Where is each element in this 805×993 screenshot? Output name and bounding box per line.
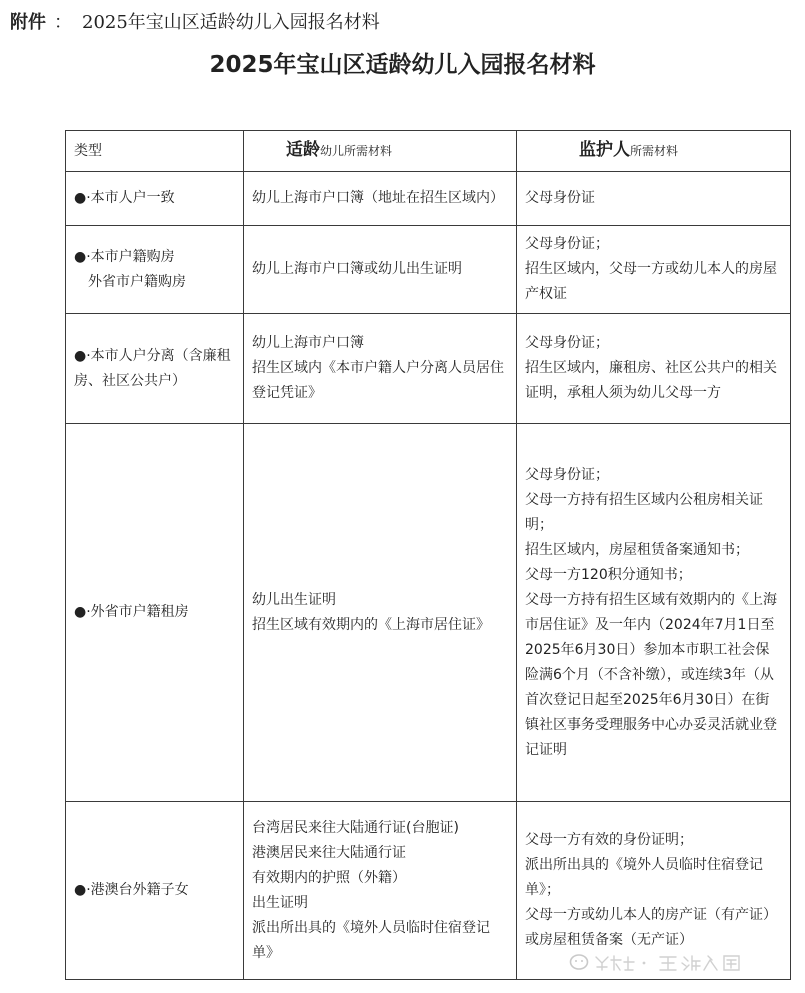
- table-row: [66, 802, 791, 980]
- annex-title: 2025年宝山区适龄幼儿入园报名材料: [82, 12, 380, 33]
- type-text: ●·本市人户一致: [74, 190, 175, 206]
- type-text: 外省市户籍购房: [88, 273, 186, 290]
- cell-child: [244, 424, 517, 802]
- header-guardian-materials: [517, 131, 791, 172]
- child-text: 幼儿上海市户口簿（地址在招生区域内）: [252, 190, 504, 206]
- cell-type: [66, 802, 244, 980]
- annex-separator: ：: [54, 12, 72, 33]
- child-text: 幼儿上海市户口簿或幼儿出生证明: [252, 261, 462, 277]
- cell-guardian: [517, 172, 791, 226]
- guardian-text: 派出所出具的《境外人员临时住宿登记单》；: [525, 857, 763, 898]
- child-text: 港澳居民来往大陆通行证: [252, 844, 406, 861]
- type-text: ●·本市户籍购房: [74, 248, 175, 265]
- guardian-text: 父母身份证；: [525, 466, 609, 483]
- requirements-table: [65, 130, 791, 980]
- guardian-text: 父母一方持有招生区域内公租房相关证明；: [525, 491, 763, 533]
- type-text: ●·外省市户籍租房: [74, 604, 189, 620]
- cell-type: [66, 172, 244, 226]
- cell-guardian: [517, 802, 791, 980]
- guardian-text: 招生区域内，房屋租赁备案通知书；: [525, 541, 749, 558]
- table-row: [66, 424, 791, 802]
- guardian-text: 招生区域内，父母一方或幼儿本人的房屋产权证: [525, 261, 777, 302]
- header-guardian-strong: 监护人: [579, 140, 630, 160]
- guardian-text: 父母身份证: [525, 190, 595, 206]
- guardian-text: 父母身份证；: [525, 335, 609, 351]
- header-type: [66, 131, 244, 172]
- child-text: 台湾居民来往大陆通行证(台胞证): [252, 819, 459, 836]
- child-text: 幼儿出生证明: [252, 591, 336, 608]
- guardian-text: 父母身份证；: [525, 236, 609, 252]
- child-text: 幼儿上海市户口簿: [252, 335, 364, 351]
- type-text: ●·本市人户分离（含廉租房、社区公共户）: [74, 347, 231, 389]
- child-text: 招生区域内《本市户籍人户分离人员居住登记凭证》: [252, 360, 504, 401]
- header-guardian-rest: 所需材料: [630, 144, 679, 158]
- table-row: [66, 314, 791, 424]
- cell-guardian: [517, 314, 791, 424]
- cell-type: [66, 226, 244, 314]
- cell-child: [244, 314, 517, 424]
- child-text: 招生区域有效期内的《上海市居住证》: [252, 616, 490, 633]
- table-header-row: [66, 131, 791, 172]
- document-title: 2025年宝山区适龄幼儿入园报名材料: [209, 52, 596, 78]
- type-text: ●·港澳台外籍子女: [74, 882, 189, 898]
- annex-label: 附件: [10, 12, 46, 33]
- table-row: [66, 226, 791, 314]
- header-child-rest: 幼儿所需材料: [320, 144, 393, 158]
- guardian-text: 招生区域内，廉租房、社区公共户的相关证明，承租人须为幼儿父母一方: [525, 360, 777, 401]
- child-text: 派出所出具的《境外人员临时住宿登记单》: [252, 919, 490, 961]
- child-text: 出生证明: [252, 894, 308, 911]
- guardian-text: 父母一方持有招生区域有效期内的《上海市居住证》及一年内（2024年7月1日至2025年6月30日）参加本市职工社会保险满6个月（不含补缴），或连续3年（从首次登记日起至2025年6月30日）在街镇社区事务受理服务中心办妥灵活就业登记证明: [525, 591, 777, 758]
- cell-child: [244, 172, 517, 226]
- table-row: [66, 172, 791, 226]
- annex-line: [10, 10, 380, 36]
- guardian-text: 父母一方120积分通知书；: [525, 566, 692, 583]
- guardian-text: 父母一方或幼儿本人的房产证（有产证）或房屋租赁备案（无产证）: [525, 907, 777, 948]
- cell-type: [66, 424, 244, 802]
- header-type-label: 类型: [74, 142, 102, 159]
- guardian-text: 父母一方有效的身份证明；: [525, 832, 693, 848]
- cell-type: [66, 314, 244, 424]
- child-text: 有效期内的护照（外籍）: [252, 869, 406, 886]
- cell-guardian: [517, 226, 791, 314]
- cell-child: [244, 802, 517, 980]
- cell-child: [244, 226, 517, 314]
- cell-guardian: [517, 424, 791, 802]
- header-child-strong: 适龄: [286, 140, 320, 160]
- header-child-materials: [244, 131, 517, 172]
